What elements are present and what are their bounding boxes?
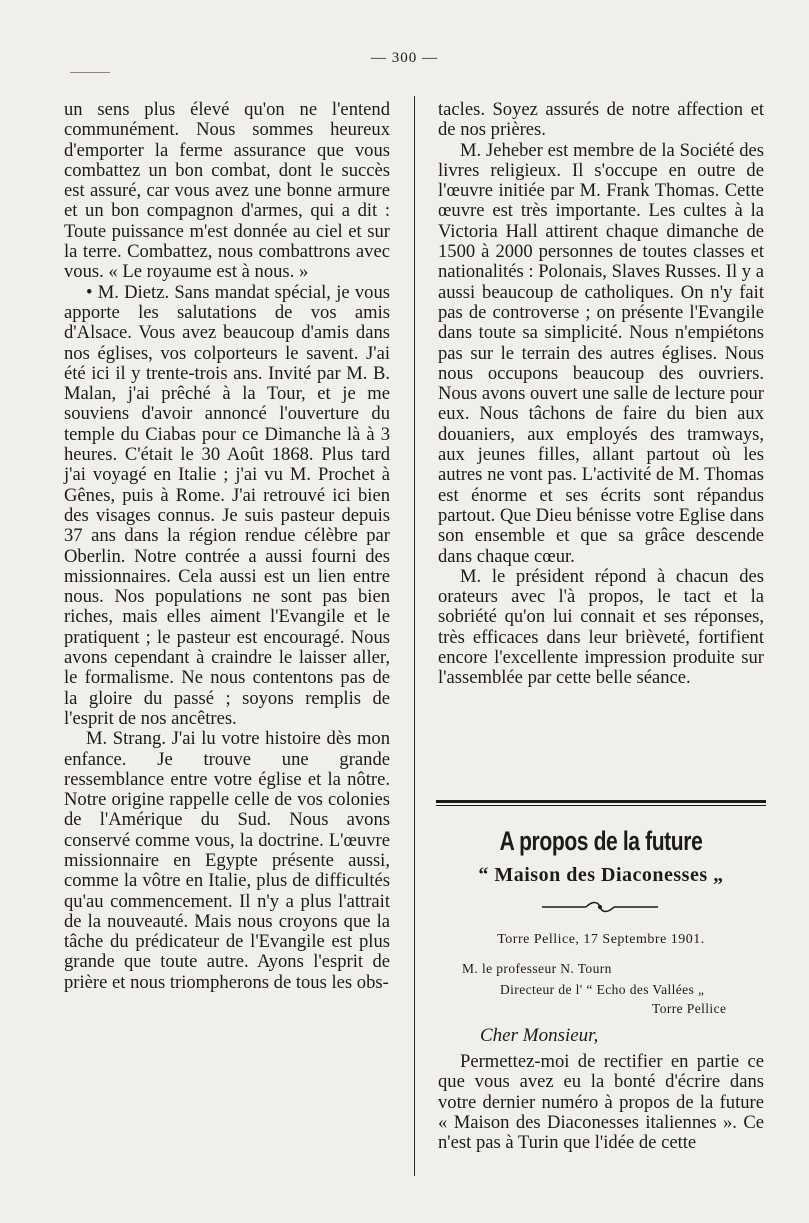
right-paragraph-1: tacles. Soyez assurés de notre affection et de nos prières. [438,99,764,141]
header-rule [70,72,110,73]
page-number: — 300 — [371,50,438,66]
right-paragraph-president: M. le président répond à chacun des orateurs avec l'à propos, le tact et la sobriété qu'on lui connait et ses réponses, très efficaces dans leur brièveté, fortifient encore l'excellente impression produite sur l'assemblée par cette belle séance. [438,565,764,689]
ornament-divider-icon [540,900,660,914]
addressee-line-3: Torre Pellice [652,1001,727,1016]
addressee-line-2: Directeur de l' “ Echo des Vallées „ [500,982,705,997]
letter-body [438,1052,764,1153]
addressee-line-1: M. le professeur N. Tourn [462,961,612,976]
letter-salutation: Cher Monsieur, [480,1025,599,1046]
section-rule [436,800,766,806]
article-title: A propos de la future [499,826,703,856]
letter-paragraph: Permettez-moi de rectifier en partie ce que vous avez eu la bonté d'écrire dans votre dernier numéro à propos de la future « Maison des Diaconesses italiennes ». Ce n'est pas à Turin que l'idée de cette [438,1051,764,1154]
column-divider [414,96,415,1176]
right-column [438,100,764,689]
right-paragraph-jeheber: M. Jeheber est membre de la Société des livres religieux. Il s'occupe en outre de l'œuvre initiée par M. Frank Thomas. Cette œuvre est très importante. Les cultes à la Victoria Hall attirent chaque dimanche de 1500 à 2000 personnes de toutes classes et nationalités : Polonais, Slaves Russes. Il y a aussi beaucoup de catholiques. On n'y fait pas de controverse ; on présente l'Evangile dans toute sa simplicité. Nous n'empiétons pas sur le terrain des autres églises. Nous nous occupons beaucoup des ouvriers. Nous avons ouvert une salle de lecture pour eux. Nous tâchons de faire du bien aux douaniers, aux employés des tramways, aux jeunes filles, allant partout où les autres ne vont pas. L'activité de M. Thomas est énorme et ses écrits sont répandus partout. Que Dieu bénisse votre Eglise dans son ensemble et que sa grâce descende dans chaque cœur. [438,139,764,567]
left-paragraph-1: un sens plus élevé qu'on ne l'entend communément. Nous sommes heureux d'emporter la ferme assurance que vous combattez un bon combat, dont le succès est assuré, car vous avez une bonne armure et un bon compagnon d'armes, qui a dit : Toute puissance m'est donnée au ciel et sur la terre. Combattez, nous combattrons avec vous. « Le royaume est à nous. » [64,99,390,283]
left-paragraph-dietz: • M. Dietz. Sans mandat spécial, je vous apporte les salutations de vos amis d'Alsace. Vous avez beaucoup d'amis dans nos églises, vos colporteurs le savent. J'ai été ici il y trente-trois ans. Invité par M. B. Malan, j'ai prêché à la Tour, et je me souviens d'avoir annoncé l'ouverture du temple du Ciabas pour ce Dimanche là à 3 heures. C'était le 30 Août 1868. Plus tard j'ai voyagé en Italie ; j'ai vu M. Prochet à Gênes, puis à Rome. J'ai retrouvé ici bien des visages connus. Je suis pasteur depuis 37 ans dans la région rendue célèbre par Oberlin. Notre contrée a aussi fourni des missionnaires. Cela aussi est un lien entre nous. Nos populations ne sont pas bien riches, mais elles aiment l'Evangile et le pratiquent ; le pasteur est encouragé. Nous avons cependant à craindre le laisser aller, le formalisme. Ne nous contentons pas de la gloire du passé ; soyons remplis de l'esprit de nos ancêtres. [64,281,390,729]
left-paragraph-strang: M. Strang. J'ai lu votre histoire dès mon enfance. Je trouve une grande ressemblance entre votre église et la nôtre. Notre origine rappelle celle de vos colonies de l'Amérique du Sud. Nous avons conservé comme vous, la doctrine. L'œuvre missionnaire en Egypte présente aussi, comme la vôtre en Italie, plus de difficultés qu'au commencement. Il n'y a plus l'attrait de la nouveauté. Mais nous croyons que la tâche du prédicateur de l'Evangile est plus grande que toute autre. Ayons l'esprit de prière et nous triompherons de tous les obs- [64,728,390,993]
letter-dateline: Torre Pellice, 17 Septembre 1901. [497,932,705,947]
left-column [64,100,390,993]
article-subtitle: “ Maison des Diaconesses „ [478,864,724,886]
